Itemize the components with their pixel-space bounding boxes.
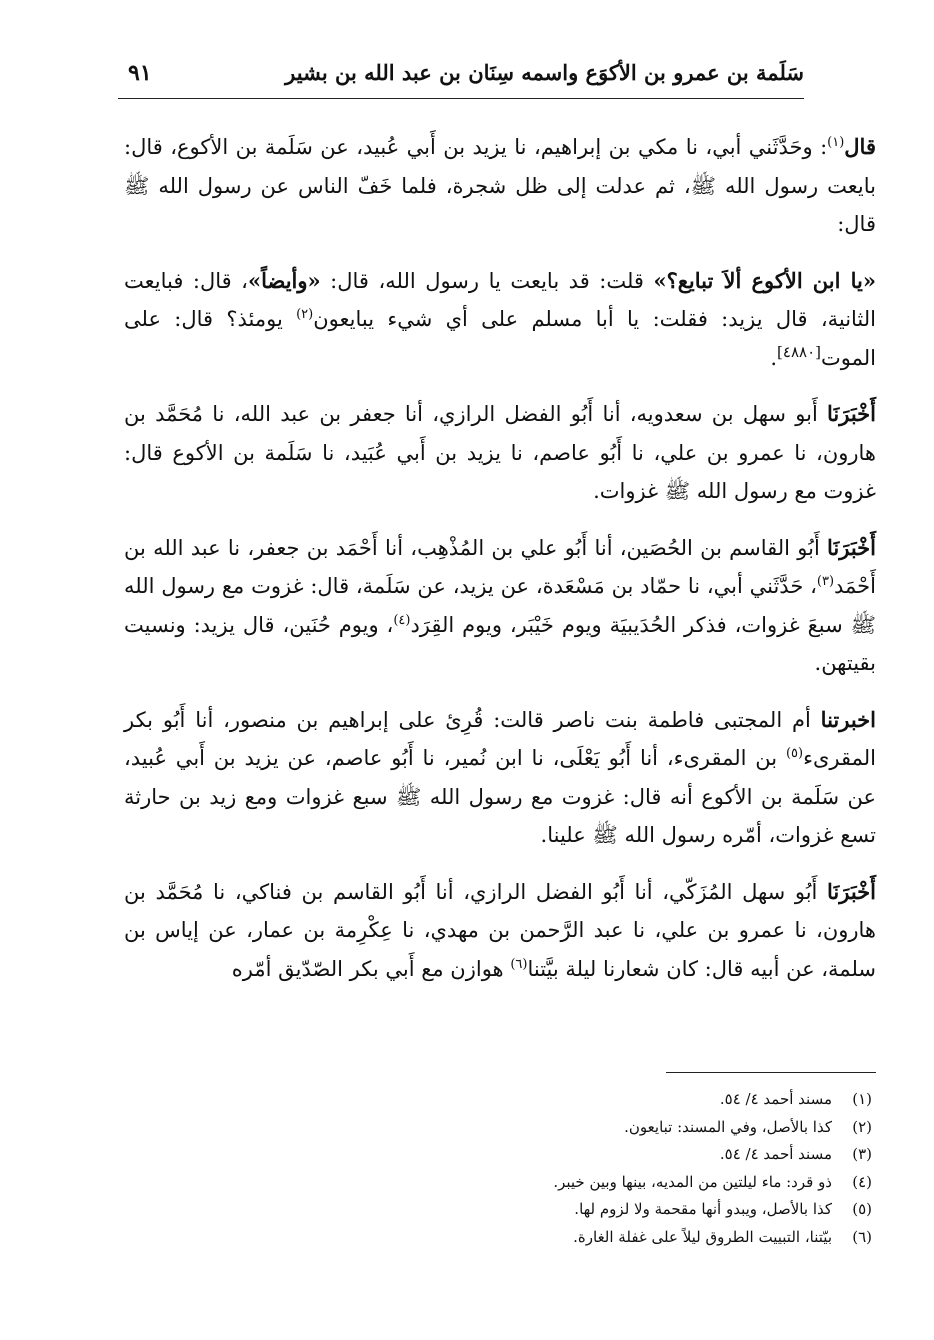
footnote-text: مسند أحمد ٤/ ٥٤. xyxy=(719,1090,832,1108)
footnote-text: ذو قرد: ماء ليلتين من المديه، بينها وبين خيبر. xyxy=(553,1172,832,1191)
paragraph-text: قلت: قد بايعت يا رسول الله، قال: xyxy=(320,268,654,293)
paragraph-2 xyxy=(124,262,876,378)
footnote-marker: (٥) xyxy=(785,746,804,761)
footnote-item xyxy=(112,1169,872,1197)
paragraph-1 xyxy=(124,128,876,244)
paragraph-text: أَبُو سهل المُزَكّي، أنا أَبُو الفضل الرازي، أنا أَبُو القاسم بن فناكي، نا مُحَمَّد بن هارون، نا عمرو بن علي، نا عبد الرَّحمن بن مهدي، نا عِكْرِمة بن عمار، عن إياس بن سلمة، عن أبيه قال: كان شعارنا ليلة بيَّتنا xyxy=(124,879,876,981)
paragraph-text: أم المجتبى فاطمة بنت ناصر قالت: قُرِئ على إبراهيم بن منصور، أنا أَبُو بكر المقرىء xyxy=(124,707,876,770)
paragraph-text: أَبُو القاسم بن الحُصَين، أنا أَبُو علي بن المُذْهِب، أنا أَحْمَد بن جعفر، نا عبد الله بن أَحْمَد xyxy=(124,535,876,598)
footnote-marker: (٤) xyxy=(393,612,411,628)
paragraph-text: . xyxy=(770,345,778,370)
footnote-number: (٢) xyxy=(852,1117,872,1136)
main-text xyxy=(124,128,876,1006)
footnote-item xyxy=(112,1086,872,1114)
footnote-number: (٥) xyxy=(852,1200,872,1218)
paragraph-lead: اخبرتنا xyxy=(820,706,876,732)
footnote-text: كذا بالأصل، وفي المسند: تبايعون. xyxy=(624,1117,832,1136)
footnote-item xyxy=(112,1224,872,1252)
footnote-item xyxy=(112,1141,872,1169)
footnote-marker: (١) xyxy=(827,135,845,150)
footnote-text: كذا بالأصل، ويبدو أنها مقحمة ولا لزوم لها. xyxy=(574,1200,832,1218)
running-title: سَلَمة بن عمرو بن الأكوَع واسمه سِنَان بن عبد الله بن بشير xyxy=(285,60,804,85)
footnote-item xyxy=(112,1114,872,1142)
paragraph-lead: أَخْبَرَنَا xyxy=(827,401,876,426)
paragraph-text: بن المقرىء، أنا أَبُو يَعْلَى، نا ابن نُمير، نا أَبُو عاصم، عن يزيد بن أَبي عُبيد، عن سَلَمة بن الأكوع أنه قال: غزوت مع رسول الله ﷺ سبع غزوات ومع زيد بن حارثة تسع غزوات، أمّره رسول الله ﷺ علينا. xyxy=(124,746,876,847)
footnotes-list xyxy=(112,1086,872,1251)
paragraph-text: هوازن مع أَبي بكر الصّدّيق أمّره xyxy=(231,956,511,981)
footnote-item xyxy=(112,1196,872,1224)
paragraph-text: : وحَدَّثَني أبي، نا مكي بن إبراهيم، نا يزيد بن أَبي عُبيد، عن سَلَمة بن الأكوع، قال: بايعت رسول الله ﷺ، ثم عدلت إلى ظل شجرة، فلما خَفّ الناس عن رسول الله ﷺ قال: xyxy=(124,135,876,236)
hadith-reference: [٤٨٨٠] xyxy=(777,342,821,361)
paragraph-text: ، ويوم حُنَين، قال يزيد: ونسيت بقيتهن. xyxy=(124,612,876,675)
footnote-text: بيّتنا، التبييت الطروق ليلاً على غفلة الغارة. xyxy=(573,1227,832,1246)
hadith-quote: «يا ابن الأكوع ألاَ تبايع؟» xyxy=(653,267,876,293)
paragraph-text: يومئذ؟ قال: على الموت xyxy=(124,307,876,370)
paragraph-3 xyxy=(124,395,876,511)
footnote-divider xyxy=(666,1072,876,1073)
footnote-number: (٦) xyxy=(852,1227,872,1246)
paragraph-5 xyxy=(124,701,876,855)
footnote-marker: (٦) xyxy=(510,956,528,972)
paragraph-text: ، قال: فبايعت الثانية، قال يزيد: فقلت: يا أبا مسلم على أي شيء يبايعون xyxy=(124,268,877,331)
hadith-quote: «وأيضاً» xyxy=(247,267,321,293)
page-number: ٩١ xyxy=(128,60,152,86)
footnote-number: (٣) xyxy=(852,1145,872,1163)
paragraph-lead: قال xyxy=(844,134,876,159)
page-header xyxy=(118,58,804,99)
paragraph-6 xyxy=(124,873,876,989)
paragraph-lead: أَخْبَرَنَا xyxy=(827,878,876,904)
paragraph-text: أَبو سهل بن سعدويه، أنا أَبُو الفضل الرازي، أنا جعفر بن عبد الله، نا مُحَمَّد بن هارون، نا عمرو بن علي، نا أَبُو عاصم، نا يزيد بن أَبي عُبَيد، نا سَلَمة بن الأكوع قال: غزوت مع رسول الله ﷺ غزوات. xyxy=(124,402,876,503)
footnote-number: (٤) xyxy=(852,1172,872,1191)
footnote-marker: (٢) xyxy=(296,307,314,322)
paragraph-lead: أَخْبَرَنَا xyxy=(827,534,876,560)
footnote-number: (١) xyxy=(852,1090,872,1108)
paragraph-text: ، حَدَّثَني أبي، نا حمّاد بن مَسْعَدة، عن يزيد، عن سَلَمة، قال: غزوت مع رسول الله ﷺ سبعَ غزوات، فذكر الحُدَيبيَة ويوم خَيْبَر، ويوم القِرَد xyxy=(124,574,876,637)
footnote-marker: (٣) xyxy=(816,574,835,589)
paragraph-4 xyxy=(124,529,876,683)
footnote-text: مسند أحمد ٤/ ٥٤. xyxy=(719,1145,832,1163)
